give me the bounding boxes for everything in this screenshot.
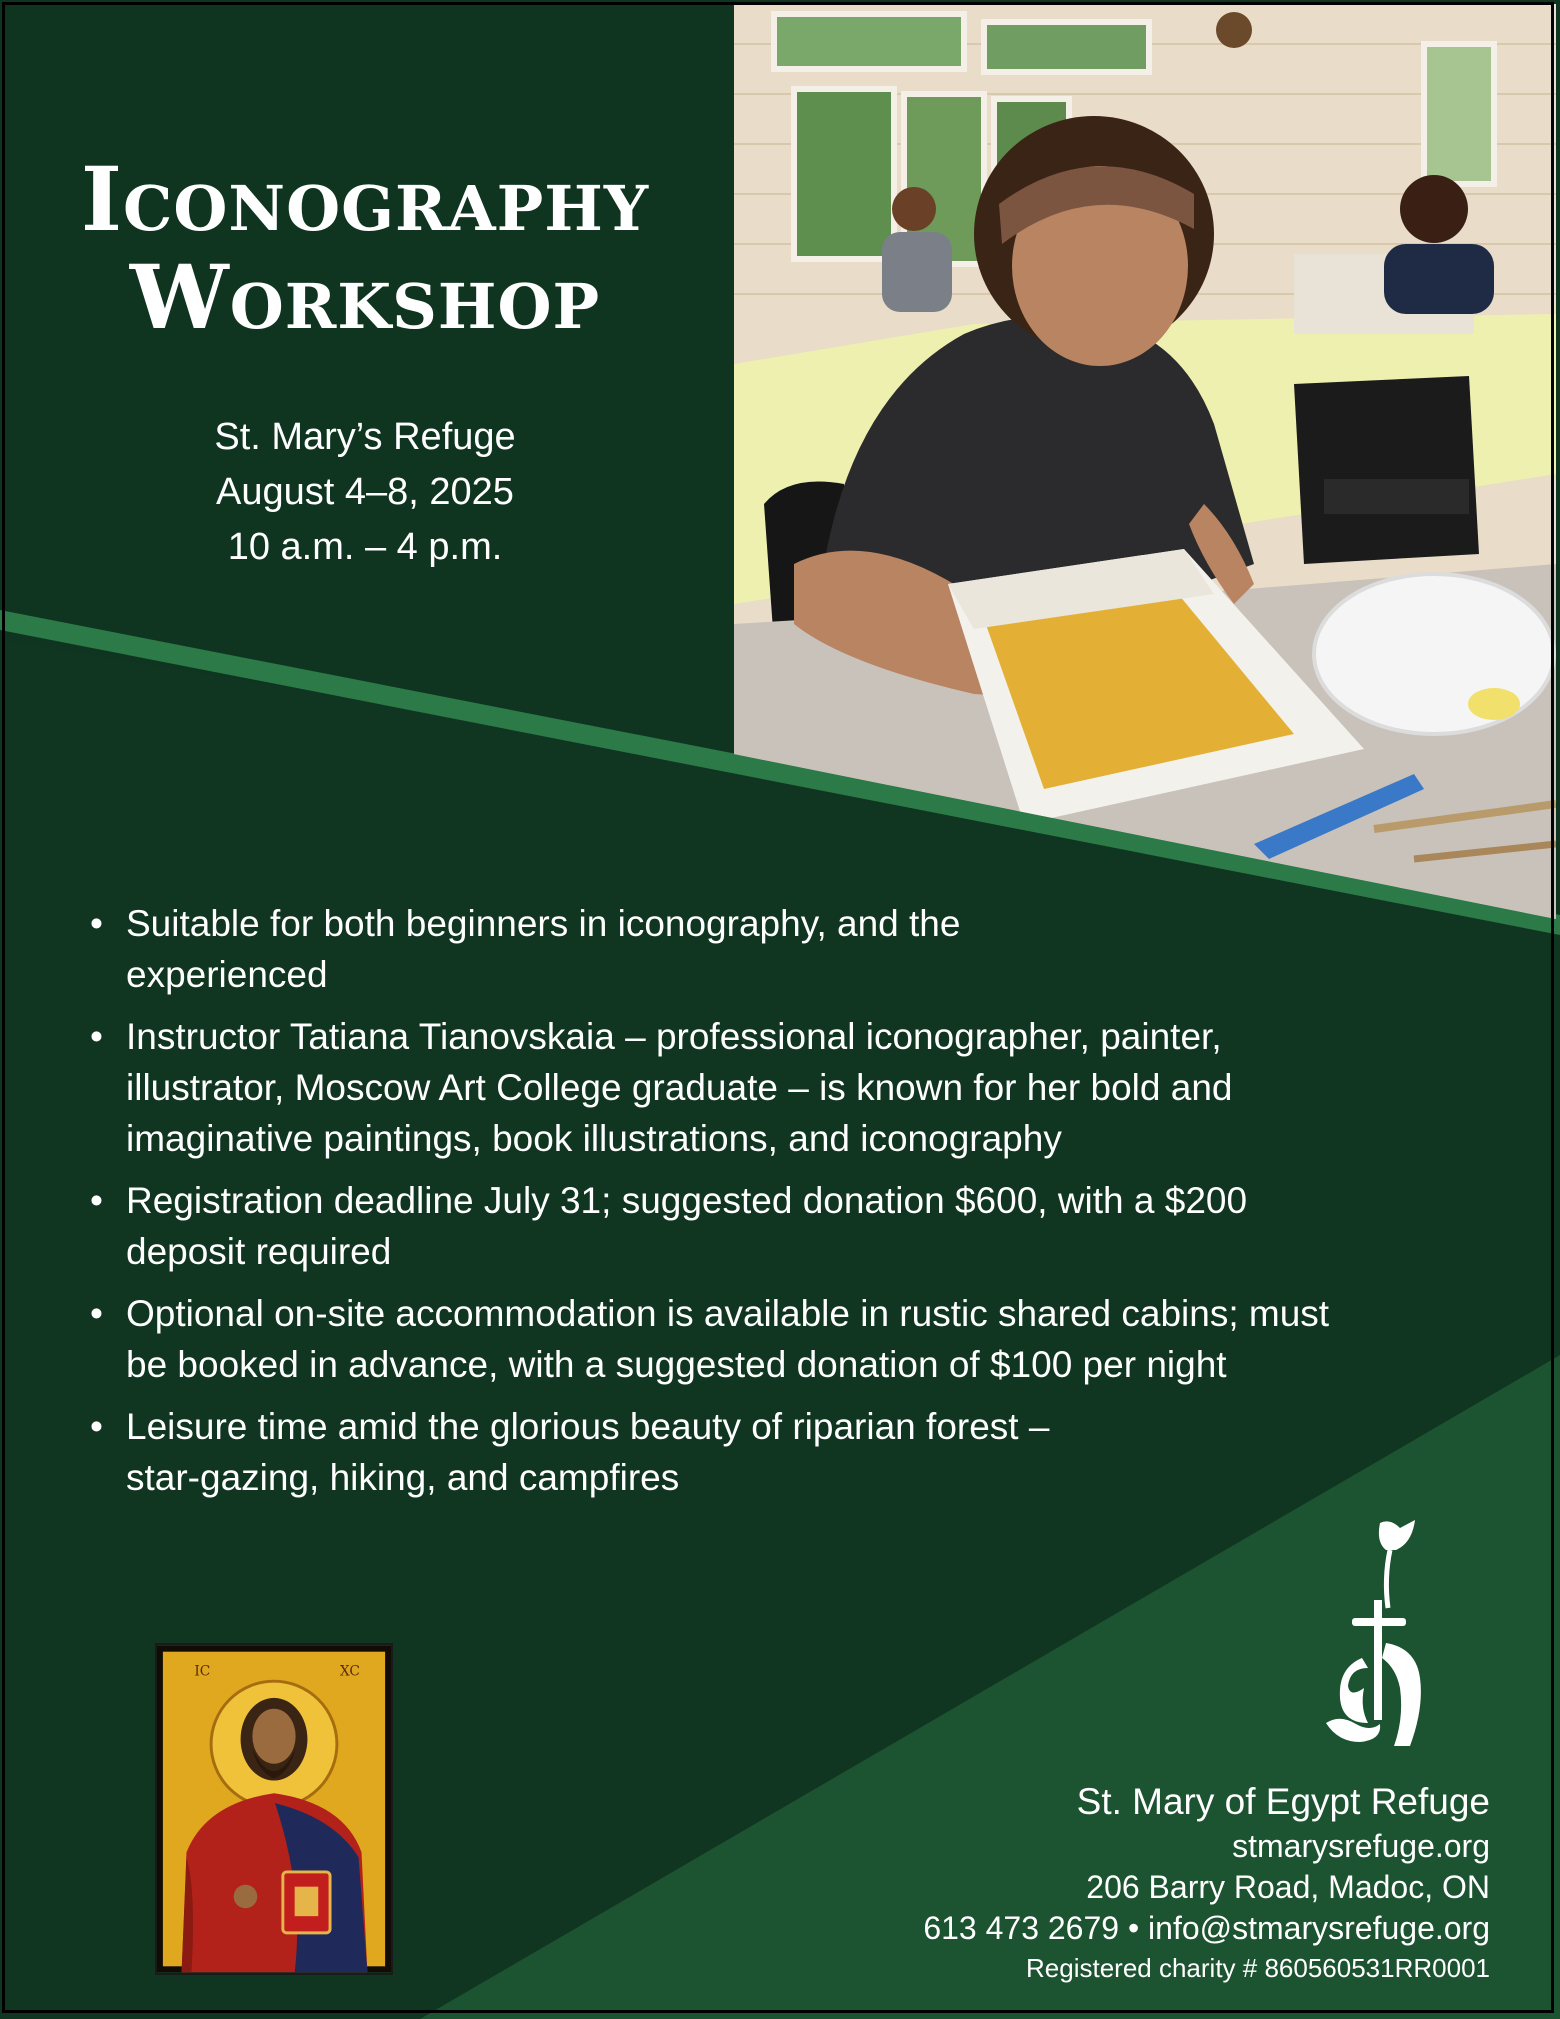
- charity-number: Registered charity # 860560531RR0001: [1026, 1953, 1490, 1983]
- organization-name: St. Mary of Egypt Refuge: [1076, 1781, 1490, 1822]
- list-item: [84, 1288, 1354, 1390]
- event-dates: August 4–8, 2025: [216, 471, 514, 513]
- bullet-text: Suitable for both beginners in iconography, and the experienced: [126, 903, 961, 995]
- christ-icon-painting: [155, 1643, 393, 1975]
- bullet-dot: •: [90, 1180, 103, 1221]
- icon-inscription-right: XC: [339, 1663, 360, 1680]
- list-item: [84, 1175, 1354, 1277]
- title-line-1: Iconography: [80, 147, 650, 251]
- list-item: [84, 1401, 1354, 1503]
- event-details: [90, 410, 640, 575]
- bullet-dot: •: [90, 903, 103, 944]
- bullet-dot: •: [90, 1406, 103, 1447]
- list-item: [84, 1011, 1354, 1164]
- workshop-photo: [734, 4, 1556, 919]
- workshop-details-list: [84, 898, 1354, 1514]
- contact-block: [690, 1778, 1490, 1987]
- bullet-text: Optional on-site accommodation is available in rustic shared cabins; must be booked in advance, with a suggested donation of $100 per night: [126, 1293, 1330, 1385]
- address: 206 Barry Road, Madoc, ON: [1086, 1869, 1490, 1905]
- list-item: [84, 898, 1354, 1000]
- phone-email[interactable]: 613 473 2679 • info@stmarysrefuge.org: [923, 1910, 1490, 1946]
- website-link[interactable]: stmarysrefuge.org: [1232, 1828, 1490, 1864]
- event-venue: St. Mary’s Refuge: [214, 416, 516, 458]
- bullet-dot: •: [90, 1293, 103, 1334]
- icon-inscription-left: IC: [194, 1663, 211, 1680]
- bullet-text: Leisure time amid the glorious beauty of riparian forest – star-gazing, hiking, and campfires: [126, 1406, 1050, 1498]
- bullet-text: Registration deadline July 31; suggested donation $600, with a $200 deposit required: [126, 1180, 1248, 1272]
- refuge-logo-icon: [1320, 1518, 1440, 1754]
- event-hours: 10 a.m. – 4 p.m.: [227, 526, 503, 568]
- workshop-title: [40, 147, 690, 349]
- bullet-dot: •: [90, 1016, 103, 1057]
- bullet-text: Instructor Tatiana Tianovskaia – professional iconographer, painter, illustrator, Moscow Art College graduate – is known for her bold and imaginative paintings, book illustrations, and iconography: [126, 1016, 1233, 1159]
- title-line-2: Workshop: [129, 245, 601, 349]
